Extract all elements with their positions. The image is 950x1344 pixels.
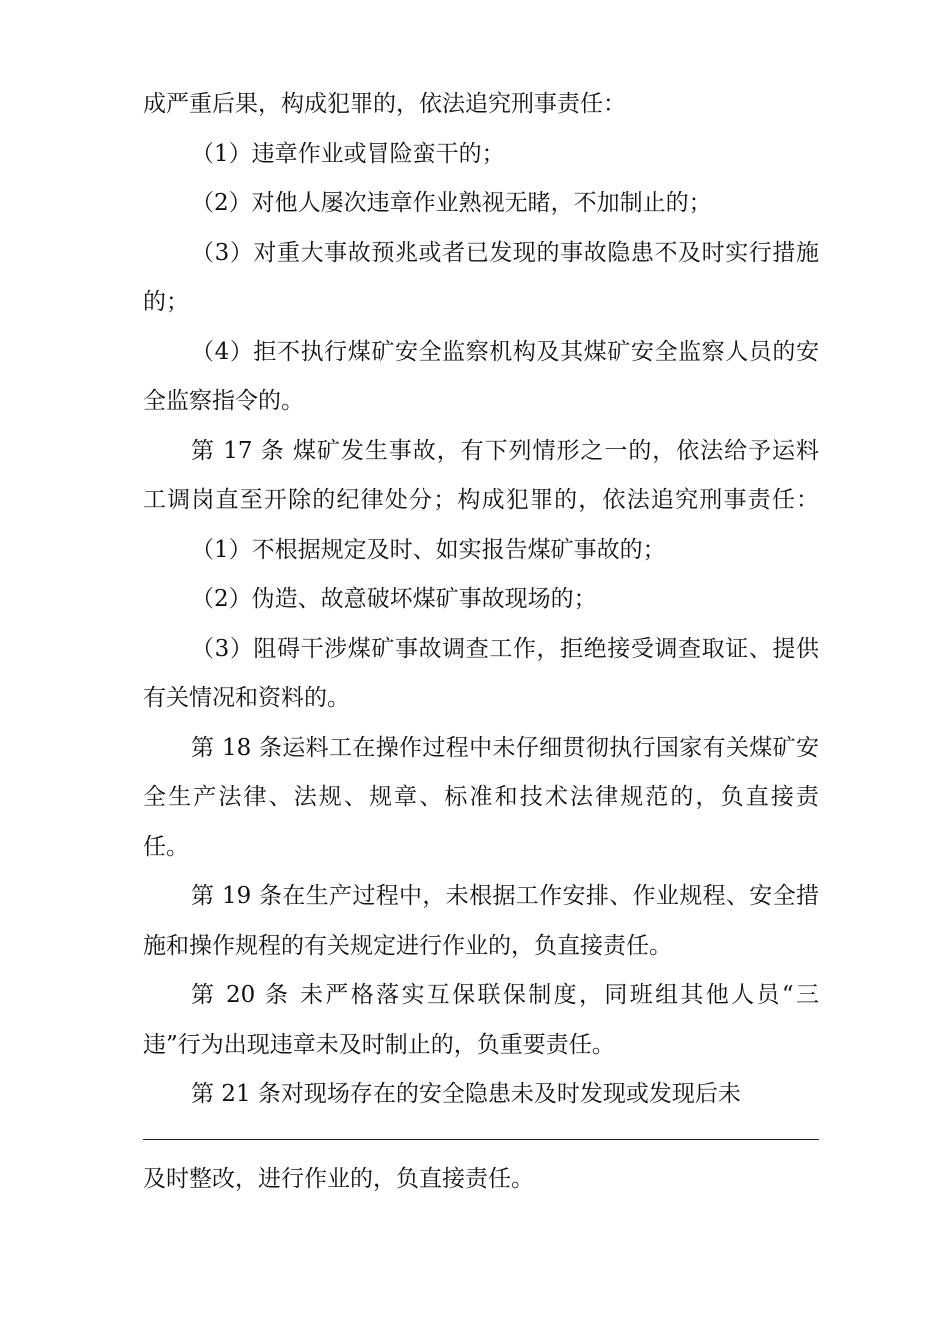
text-line: （2）伪造、故意破坏煤矿事故现场的； <box>191 586 597 612</box>
text-line: （3）阻碍干涉煤矿事故调查工作，拒绝接受调查取证、提供 <box>191 635 819 662</box>
text-line: 第 17 条 煤矿发生事故，有下列情形之一的，依法给予运料 <box>191 437 819 464</box>
text-line: （2）对他人屡次违章作业熟视无睹，不加制止的； <box>191 190 712 216</box>
body-text <box>143 80 819 1120</box>
text-line: 第 18 条运料工在操作过程中未仔细贯彻执行国家有关煤矿安 <box>191 734 819 761</box>
text-line: 工调岗直至开除的纪律处分；构成犯罪的，依法追究刑事责任： <box>143 487 819 513</box>
text-line: （4）拒不执行煤矿安全监察机构及其煤矿安全监察人员的安 <box>191 338 819 365</box>
continuation-text: 及时整改，进行作业的，负直接责任。 <box>143 1166 534 1192</box>
page-divider <box>143 1139 819 1140</box>
text-line: 第 21 条对现场存在的安全隐患未及时发现或发现后未 <box>191 1081 741 1107</box>
text-line: 第 19 条在生产过程中，未根据工作安排、作业规程、安全措 <box>191 883 819 909</box>
text-line: （1）违章作业或冒险蛮干的； <box>191 140 505 167</box>
text-line: 任。 <box>143 833 189 860</box>
text-line: （1）不根据规定及时、如实报告煤矿事故的； <box>191 536 666 563</box>
text-line: 施和操作规程的有关规定进行作业的，负直接责任。 <box>143 932 672 959</box>
text-line: 全生产法律、法规、规章、标准和技术法律规范的，负直接责 <box>143 784 819 810</box>
text-line: 全监察指令的。 <box>143 388 304 414</box>
text-line: 有关情况和资料的。 <box>143 685 350 711</box>
text-line: （3）对重大事故预兆或者已发现的事故隐患不及时实行措施 <box>191 239 819 266</box>
text-line: 的； <box>143 289 189 315</box>
text-line: 第 20 条 未严格落实互保联保制度，同班组其他人员“三 <box>191 982 819 1008</box>
text-line: 违”行为出现违章未及时制止的，负重要责任。 <box>143 1031 615 1058</box>
text-line: 成严重后果，构成犯罪的，依法追究刑事责任： <box>143 91 626 117</box>
